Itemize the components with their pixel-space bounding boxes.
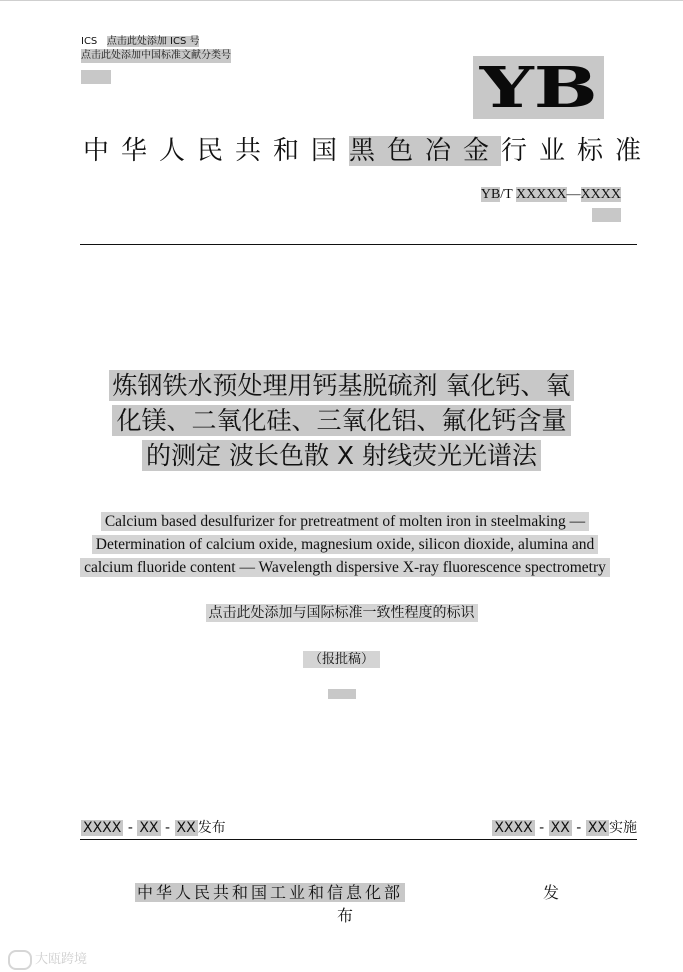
implement-label: 实施: [609, 820, 637, 836]
consistency-placeholder[interactable]: 点击此处添加与国际标准一致性程度的标识: [206, 604, 478, 622]
chinese-title-line[interactable]: 炼钢铁水预处理用钙基脱硫剂 氧化钙、氧: [109, 370, 575, 401]
ics-line: [81, 35, 231, 49]
english-title-line[interactable]: Determination of calcium oxide, magnesium oxide, silicon dioxide, alumina and: [92, 535, 598, 554]
publish-day[interactable]: XX: [176, 820, 196, 836]
watermark-logo-icon: [8, 950, 32, 970]
publish-year[interactable]: XXXX: [83, 820, 122, 836]
page-top-border: [0, 0, 683, 1]
std-slash-t: /T: [500, 187, 513, 202]
chinese-title-line[interactable]: 化镁、二氧化硅、三氧化铝、氟化钙含量: [112, 405, 570, 436]
replace-std-blank-field[interactable]: [592, 208, 621, 222]
date-separator: -: [164, 820, 171, 836]
chinese-title: [60, 368, 623, 473]
chinese-title-line[interactable]: 的测定 波长色散 X 射线荧光光谱法: [142, 440, 541, 471]
issue-label-part2: 布: [337, 906, 354, 925]
watermark-text: 大瓯跨境: [35, 952, 88, 967]
publish-label: 发布: [197, 820, 226, 836]
ics-placeholder[interactable]: 点击此处添加 ICS 号: [106, 36, 200, 47]
header-divider: [80, 244, 637, 245]
std-year[interactable]: XXXX: [580, 187, 621, 202]
classification-block: [81, 35, 231, 63]
publish-month[interactable]: XX: [139, 820, 159, 836]
yb-logo: [473, 56, 604, 119]
draft-blank-field[interactable]: [328, 689, 356, 699]
english-title-line[interactable]: Calcium based desulfurizer for pretreatment of molten iron in steelmaking —: [101, 512, 589, 531]
draft-row: [0, 650, 683, 670]
issue-label-part1: 发: [543, 883, 560, 902]
ccs-blank-field[interactable]: [81, 70, 111, 84]
watermark: [8, 948, 87, 970]
date-separator: -: [127, 820, 133, 836]
issuer-ministry[interactable]: 中华人民共和国工业和信息化部: [137, 883, 404, 902]
industry-prefix: 中华人民共和国: [83, 136, 350, 166]
implement-month[interactable]: XX: [550, 820, 570, 836]
issuer-row: [135, 882, 405, 904]
english-title: [60, 510, 630, 579]
std-dash: —: [566, 187, 581, 202]
industry-sector[interactable]: 黑色冶金: [349, 136, 502, 166]
ics-label: ICS: [81, 36, 98, 47]
footer-divider: [80, 839, 637, 840]
implement-day[interactable]: XX: [587, 820, 607, 836]
draft-status[interactable]: （报批稿）: [303, 651, 380, 668]
std-code[interactable]: YB: [480, 187, 501, 202]
standard-number: [481, 186, 621, 204]
consistency-row: [0, 602, 683, 624]
english-title-line[interactable]: calcium fluoride content — Wavelength dispersive X-ray fluorescence spectrometry: [80, 558, 610, 577]
implement-date: [492, 818, 637, 838]
industry-suffix: 行业标准: [501, 136, 654, 166]
std-number[interactable]: XXXXX: [515, 187, 567, 202]
date-separator: -: [576, 820, 582, 836]
date-separator: -: [539, 820, 545, 836]
industry-standard-title: [83, 134, 654, 168]
logo-text: YB: [479, 54, 598, 121]
ccs-placeholder[interactable]: 点击此处添加中国标准文献分类号: [81, 50, 231, 61]
publish-date: [81, 818, 226, 838]
implement-year[interactable]: XXXX: [494, 820, 533, 836]
